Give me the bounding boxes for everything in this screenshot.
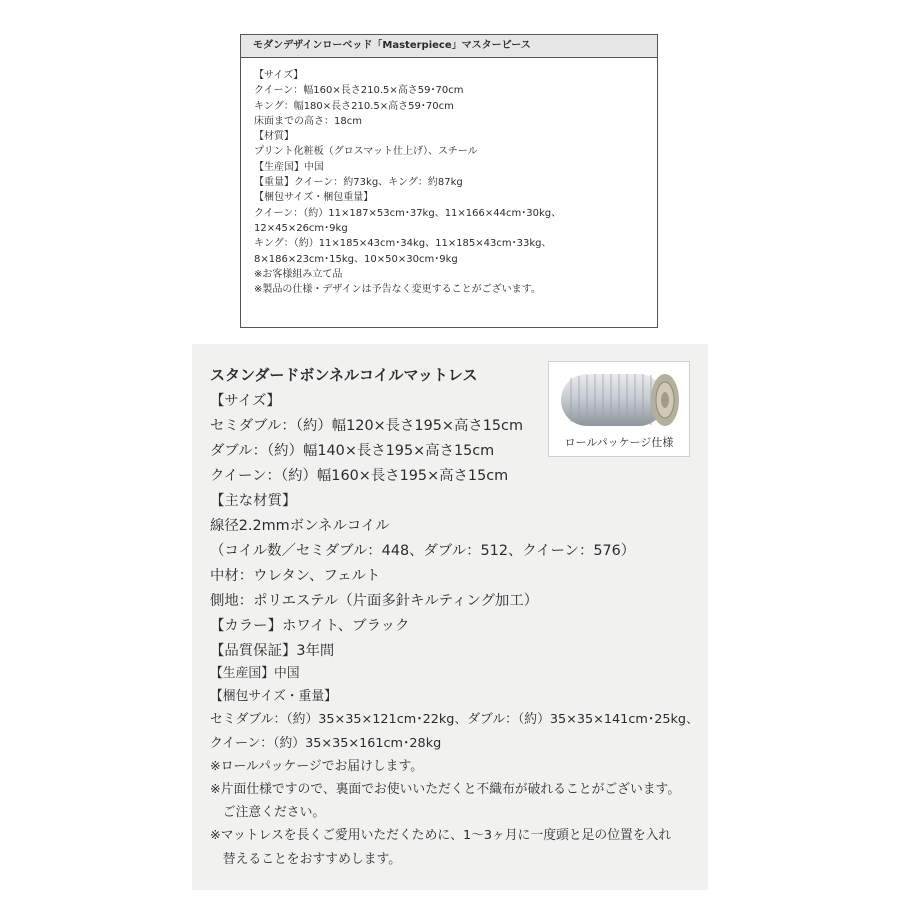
- mattress-spec-line: （コイル数／セミダブル：448、ダブル：512、クイーン：576）: [210, 543, 636, 559]
- mattress-spec-line: 【カラー】ホワイト、ブラック: [210, 618, 410, 634]
- mattress-note-line: ご注意ください。: [210, 805, 326, 821]
- roll-package-caption: ロールパッケージ仕様: [564, 436, 674, 449]
- mattress-note-line: ※マットレスを長くご愛用いただくために、1〜3ヶ月に一度頭と足の位置を入れ: [210, 828, 672, 844]
- spec-line: ※製品の仕様・デザインは予告なく変更することがございます。: [254, 284, 541, 296]
- mattress-main-specs: [210, 389, 635, 664]
- mattress-spec-line: 【品質保証】3年間: [210, 643, 335, 659]
- mattress-note-line: ※ロールパッケージでお届けします。: [210, 758, 424, 774]
- mattress-note-line: 【梱包サイズ・重量】: [210, 689, 337, 705]
- spec-line: プリント化粧板（グロスマット仕上げ）、スチール: [254, 146, 478, 158]
- spec-line: キング：（約）11×185×43cm･34kg、11×185×43cm･33kg、: [254, 238, 552, 250]
- spec-line: 【材質】: [254, 131, 294, 143]
- spec-line: 12×45×26cm･9kg: [254, 222, 348, 234]
- mattress-spec-line: 【主な材質】: [210, 493, 297, 509]
- mattress-spec-line: 【サイズ】: [210, 393, 281, 409]
- spec-line: クイーン：幅160×長さ210.5×高さ59･70cm: [254, 85, 464, 97]
- mattress-note-line: ※片面仕様ですので、裏面でお使いいただくと不織布が破れることがございます。: [210, 782, 681, 798]
- bed-spec-body: [241, 58, 657, 297]
- bed-spec-title: モダンデザインローベッド「Masterpiece」マスターピース: [241, 35, 657, 58]
- spec-line: 【生産国】中国: [254, 161, 324, 173]
- mattress-note-line: 替えることをおすすめします。: [210, 851, 402, 867]
- spec-line: キング：幅180×長さ210.5×高さ59･70cm: [254, 100, 454, 112]
- spec-line: 【重量】クイーン：約73kg、キング：約87kg: [254, 177, 463, 189]
- spec-line: 【サイズ】: [254, 70, 304, 81]
- mattress-spec-panel: [192, 344, 708, 890]
- spec-line: ※お客様組み立て品: [254, 268, 343, 280]
- mattress-spec-line: セミダブル：（約）幅120×長さ195×高さ15cm: [210, 418, 523, 434]
- mattress-title: スタンダードボンネルコイルマットレス: [210, 366, 478, 384]
- mattress-spec-line: ダブル：（約）幅140×長さ195×高さ15cm: [210, 443, 495, 459]
- mattress-note-line: 【生産国】中国: [210, 666, 300, 681]
- mattress-spec-line: 線径2.2mmボンネルコイル: [210, 518, 390, 534]
- mattress-note-line: クイーン：（約）35×35×161cm･28kg: [210, 735, 442, 751]
- spec-line: 8×186×23cm･15kg、10×50×30cm･9kg: [254, 253, 458, 265]
- mattress-spec-line: 側地：ポリエステル（片面多針キルティング加工）: [210, 593, 539, 609]
- mattress-package-notes: [210, 662, 699, 871]
- spec-line: 床面までの高さ：18cm: [254, 115, 362, 127]
- bed-spec-box: [240, 34, 658, 328]
- spec-line: クイーン：（約）11×187×53cm･37kg、11×166×44cm･30kg、: [254, 207, 562, 219]
- mattress-spec-line: 中材：ウレタン、フェルト: [210, 568, 381, 584]
- mattress-spec-line: クイーン：（約）幅160×長さ195×高さ15cm: [210, 468, 509, 484]
- mattress-note-line: セミダブル：（約）35×35×121cm･22kg、ダブル：（約）35×35×141cm･25kg、: [210, 712, 699, 728]
- spec-line: 【梱包サイズ・梱包重量】: [254, 192, 374, 204]
